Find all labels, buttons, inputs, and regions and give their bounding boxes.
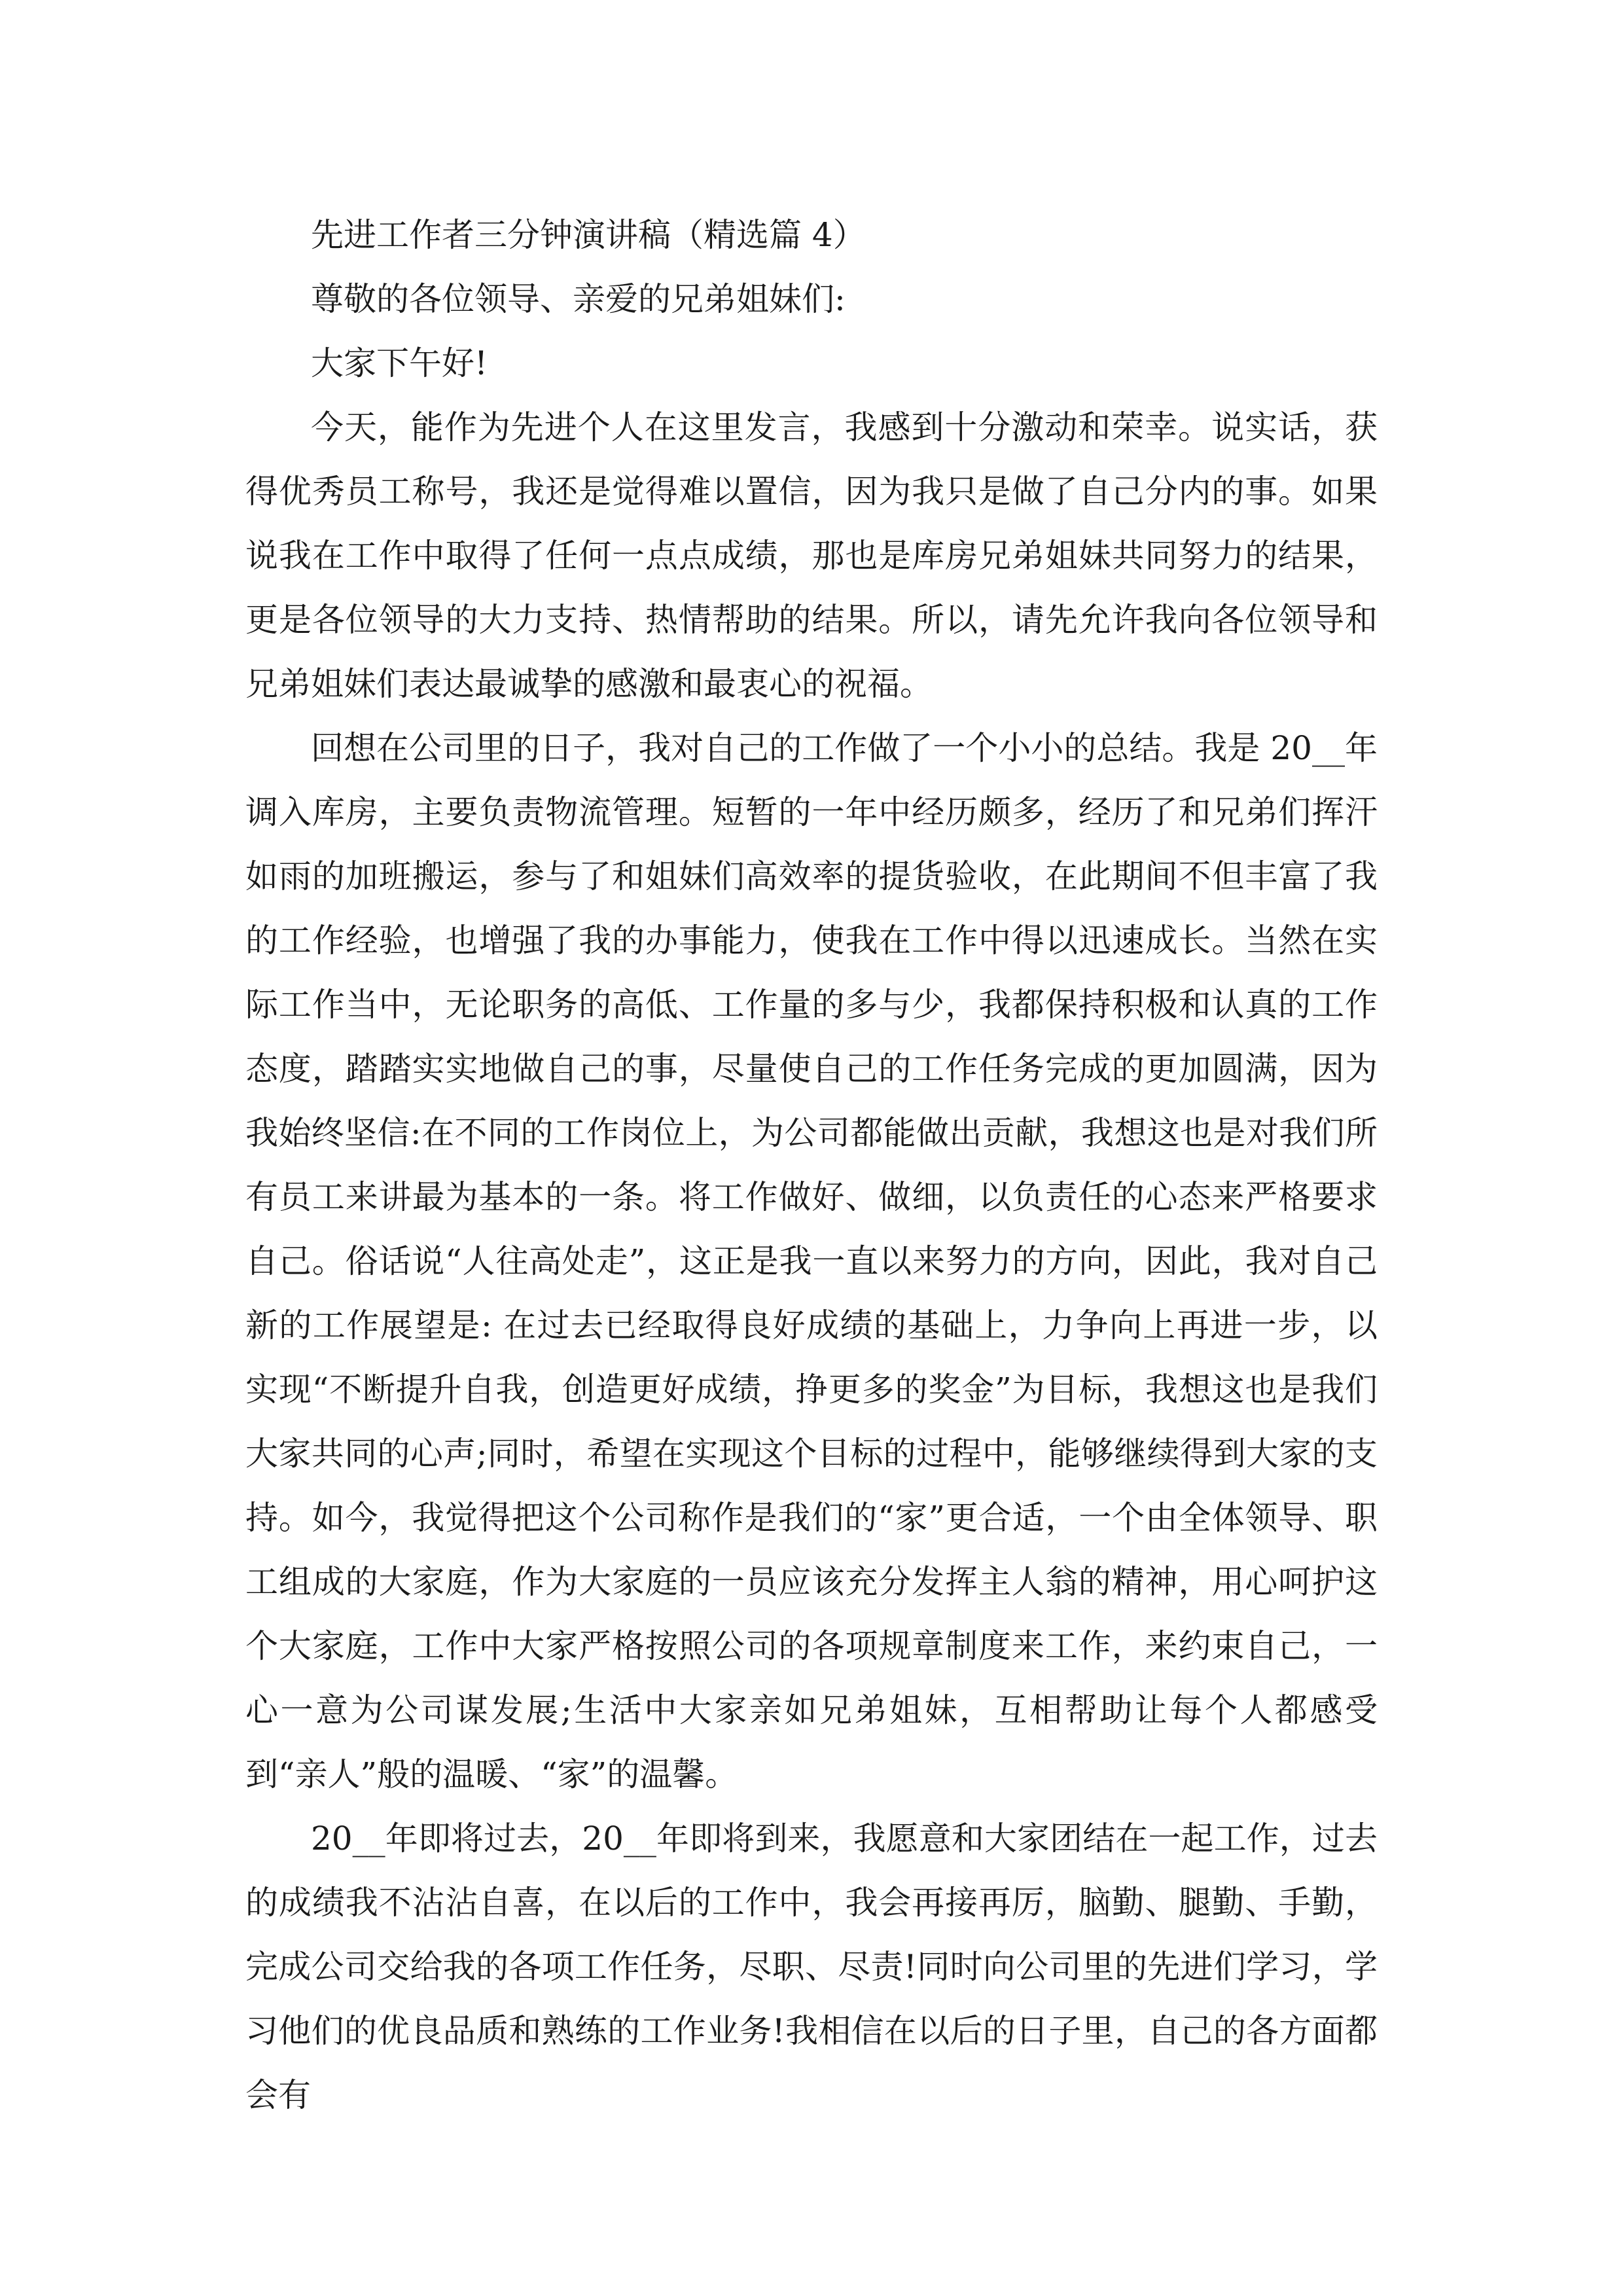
greeting: 大家下午好! <box>311 344 488 382</box>
paragraph-3: 20__年即将过去，20__年即将到来，我愿意和大家团结在一起工作，过去的成绩我不沾沾自喜，在以后的工作中，我会再接再厉，脑勤、腿勤、手勤，完成公司交给我的各项工作任务，尽职、尽责!同时向公司里的先进们学习，学习他们的优良品质和熟练的工作业务!我相信在以后的日子里，自己的各方面都会有 <box>245 1820 1378 2114</box>
document-title: 先进工作者三分钟演讲稿（精选篇 4） <box>311 216 866 254</box>
document-body <box>245 203 1378 2127</box>
salutation: 尊敬的各位领导、亲爱的兄弟姐妹们: <box>311 280 846 318</box>
paragraph-2: 回想在公司里的日子，我对自己的工作做了一个小小的总结。我是 20__年调入库房，主要负责物流管理。短暂的一年中经历颇多，经历了和兄弟们挥汗如雨的加班搬运，参与了和姐妹们高效率的提货验收，在此期间不但丰富了我的工作经验，也增强了我的办事能力，使我在工作中得以迅速成长。当然在实际工作当中，无论职务的高低、工作量的多与少，我都保持积极和认真的工作态度，踏踏实实地做自己的事，尽量使自己的工作任务完成的更加圆满，因为我始终坚信:在不同的工作岗位上，为公司都能做出贡献，我想这也是对我们所有员工来讲最为基本的一条。将工作做好、做细，以负责任的心态来严格要求自己。俗话说“人往高处走”，这正是我一直以来努力的方向，因此，我对自己新的工作展望是: 在过去已经取得良好成绩的基础上，力争向上再进一步，以实现“不断提升自我，创造更好成绩，挣更多的奖金”为目标，我想这也是我们大家共同的心声;同时，希望在实现这个目标的过程中，能够继续得到大家的支持。如今，我觉得把这个公司称作是我们的“家”更合适，一个由全体领导、职工组成的大家庭，作为大家庭的一员应该充分发挥主人翁的精神，用心呵护这个大家庭，工作中大家严格按照公司的各项规章制度来工作，来约束自己，一心一意为公司谋发展;生活中大家亲如兄弟姐妹，互相帮助让每个人都感受到“亲人”般的温暖、“家”的温馨。 <box>245 729 1378 1793</box>
paragraph-1: 今天，能作为先进个人在这里发言，我感到十分激动和荣幸。说实话，获得优秀员工称号，我还是觉得难以置信，因为我只是做了自己分内的事。如果说我在工作中取得了任何一点点成绩，那也是库房兄弟姐妹共同努力的结果，更是各位领导的大力支持、热情帮助的结果。所以，请先允许我向各位领导和兄弟姐妹们表达最诚挚的感激和最衷心的祝福。 <box>245 408 1378 703</box>
